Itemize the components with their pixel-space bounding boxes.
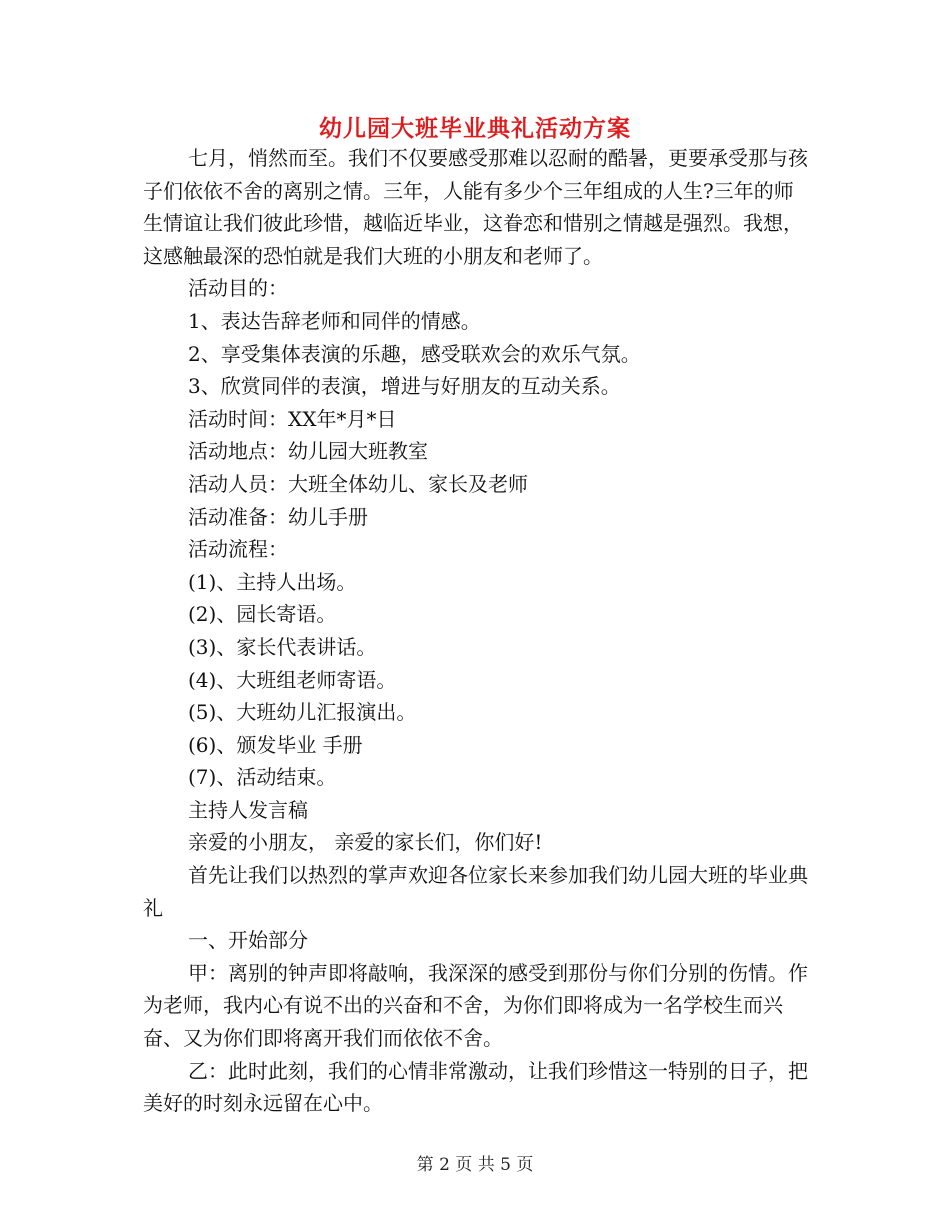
process-step: (4)、大班组老师寄语。 (188, 667, 397, 692)
process-step: (7)、活动结束。 (188, 765, 337, 790)
host-a-paragraph: 甲：离别的钟声即将敲响，我深深的感受到那份与你们分别的伤情。作为老师，我内心有说不出的兴奋和不舍，为你们即将成为一名学校生而兴奋、又为你们即将离开我们而依依不舍。 (143, 960, 808, 1051)
process-step: (3)、家长代表讲话。 (188, 634, 377, 659)
process-step: (1)、主持人出场。 (188, 569, 357, 594)
purpose-item: 1、表达告辞老师和同伴的情感。 (188, 308, 481, 333)
host-b-paragraph: 乙：此时此刻，我们的心情非常激动，让我们珍惜这一特别的日子，把美好的时刻永远留在心中。 (143, 1058, 808, 1116)
document-body (143, 142, 813, 1120)
page-number-footer: 第 2 页 共 5 页 (416, 1155, 534, 1175)
section-heading-purpose: 活动目的： (188, 276, 288, 301)
intro-paragraph: 七月，悄然而至。我们不仅要感受那难以忍耐的酷暑，更要承受那与孩子们依依不舍的离别之情。三年，人能有多少个三年组成的人生?三年的师生情谊让我们彼此珍惜，越临近毕业，这眷恋和惜别之情越是强烈。我想，这感触最深的恐怕就是我们大班的小朋友和老师了。 (143, 146, 808, 268)
welcome-paragraph: 首先让我们以热烈的掌声欢迎各位家长来参加我们幼儿园大班的毕业典礼 (143, 863, 808, 920)
activity-time: 活动时间：XX年*月*日 (188, 406, 397, 431)
greeting-line: 亲爱的小朋友， 亲爱的家长们，你们好! (188, 830, 543, 855)
process-step: (2)、园长寄语。 (188, 602, 337, 627)
activity-participants: 活动人员：大班全体幼儿、家长及老师 (188, 471, 528, 496)
process-step: (6)、颁发毕业 手册 (188, 732, 363, 757)
activity-preparation: 活动准备：幼儿手册 (188, 504, 368, 529)
section-heading-script: 主持人发言稿 (188, 797, 308, 822)
document-title: 幼儿园大班毕业典礼活动方案 (319, 116, 631, 142)
purpose-item: 3、欣赏同伴的表演，增进与好朋友的互动关系。 (188, 374, 621, 399)
section-heading-opening: 一、开始部分 (188, 928, 308, 953)
process-step: (5)、大班幼儿汇报演出。 (188, 700, 417, 725)
section-heading-process: 活动流程： (188, 537, 288, 562)
activity-location: 活动地点：幼儿园大班教室 (188, 439, 428, 464)
purpose-item: 2、享受集体表演的乐趣，感受联欢会的欢乐气氛。 (188, 341, 641, 366)
